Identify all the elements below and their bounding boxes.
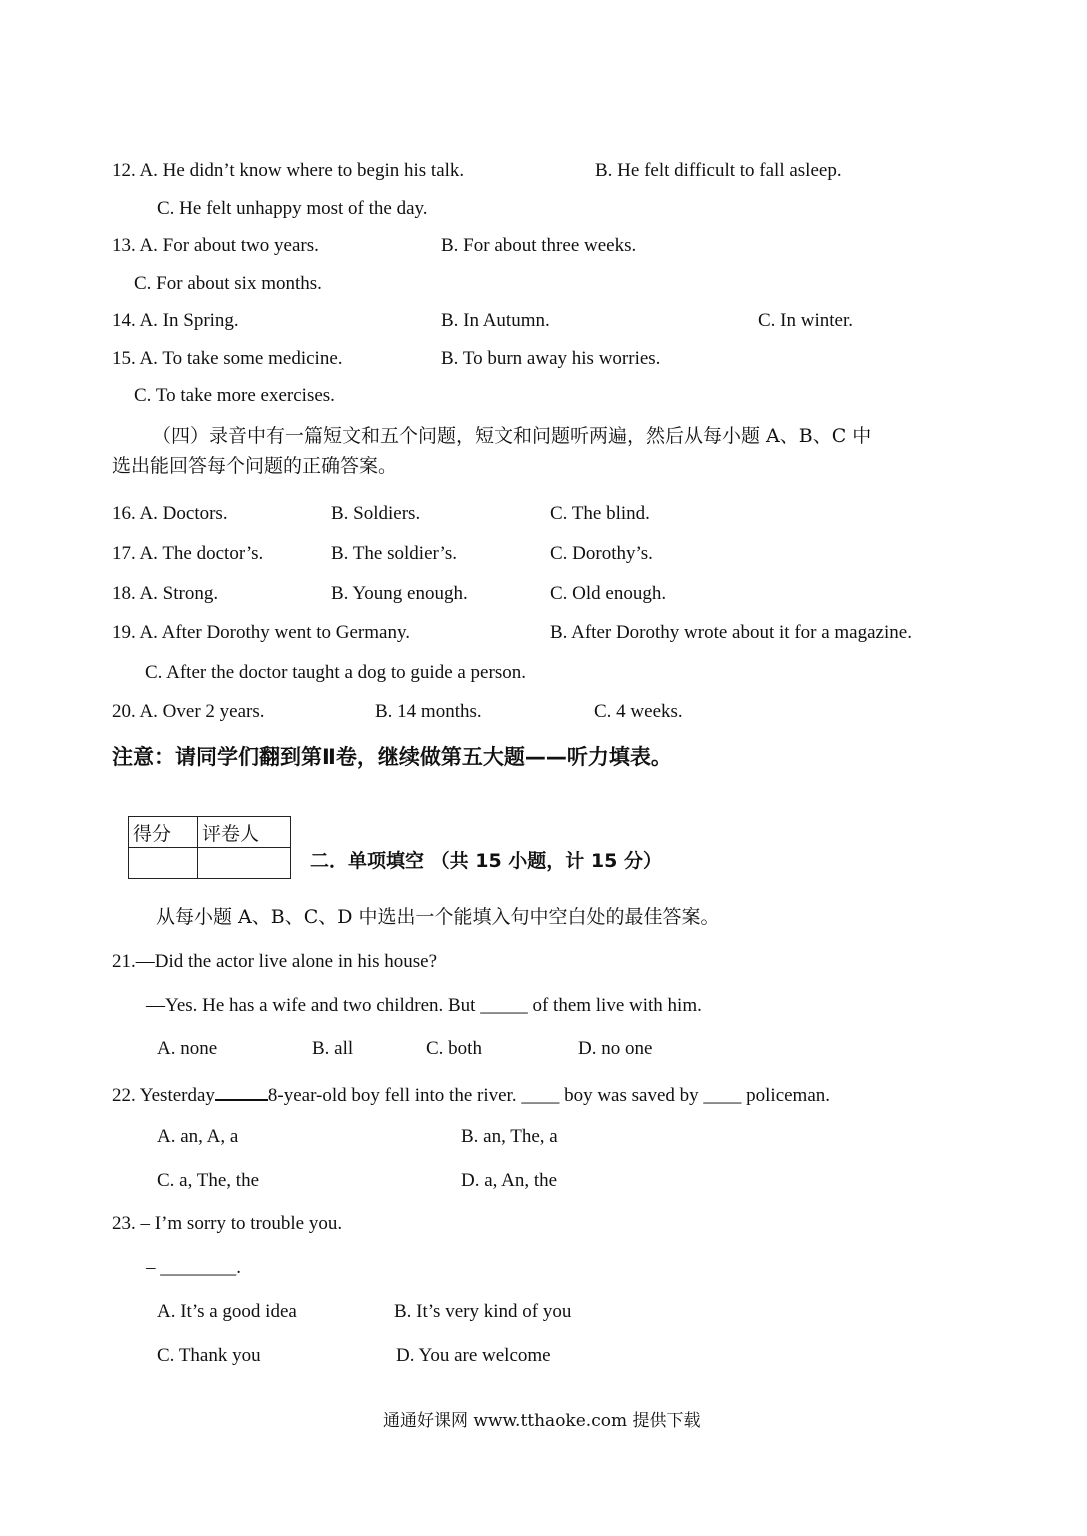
q13-option-b: B. For about three weeks.: [441, 235, 637, 256]
q22-rest: 8-year-old boy fell into the river. ____ boy was saved by ____ policeman.: [267, 1085, 831, 1106]
section2-instruction: 从每小题 A、B、C、D 中选出一个能填入句中空白处的最佳答案。: [156, 906, 720, 928]
part4-instruction-line2: 选出能回答每个问题的正确答案。: [112, 455, 398, 477]
q16-option-a: 16. A. Doctors.: [112, 503, 228, 524]
q22-option-a: A. an, A, a: [157, 1126, 239, 1147]
q14-option-c: C. In winter.: [758, 310, 853, 331]
q16-option-c: C. The blind.: [550, 503, 650, 524]
q22-stem: [112, 1081, 830, 1108]
q17-option-a: 17. A. The doctor’s.: [112, 543, 264, 564]
q23-option-b: B. It’s very kind of you: [394, 1301, 572, 1322]
grader-header: 评卷人: [198, 817, 291, 848]
q20-option-b: B. 14 months.: [375, 701, 482, 722]
q18-option-b: B. Young enough.: [331, 583, 468, 604]
q16-option-b: B. Soldiers.: [331, 503, 421, 524]
q14-option-a: 14. A. In Spring.: [112, 310, 239, 331]
section2-title: 二．单项填空 （共 15 小题，计 15 分）: [310, 850, 662, 872]
q21-option-a: A. none: [157, 1038, 218, 1059]
q13-option-a: 13. A. For about two years.: [112, 235, 319, 256]
q21-option-d: D. no one: [578, 1038, 653, 1059]
q14-option-b: B. In Autumn.: [441, 310, 550, 331]
q19-option-c: C. After the doctor taught a dog to guide a person.: [145, 662, 526, 683]
grader-cell: [198, 848, 291, 879]
q23-option-a: A. It’s a good idea: [157, 1301, 297, 1322]
q19-option-a: 19. A. After Dorothy went to Germany.: [112, 622, 410, 643]
score-header: 得分: [129, 817, 198, 848]
score-table: [128, 816, 291, 879]
q15-option-a: 15. A. To take some medicine.: [112, 348, 343, 369]
q15-option-b: B. To burn away his worries.: [441, 348, 661, 369]
q18-option-a: 18. A. Strong.: [112, 583, 219, 604]
q21-option-b: B. all: [312, 1038, 354, 1059]
q12-option-a: 12. A. He didn’t know where to begin his talk.: [112, 160, 465, 181]
q20-option-a: 20. A. Over 2 years.: [112, 701, 265, 722]
q17-option-c: C. Dorothy’s.: [550, 543, 653, 564]
q13-option-c: C. For about six months.: [134, 273, 322, 294]
q22-option-c: C. a, The, the: [157, 1170, 260, 1191]
q22-blank: [215, 1081, 268, 1101]
q23-line1: 23. – I’m sorry to trouble you.: [112, 1213, 343, 1234]
q12-option-c: C. He felt unhappy most of the day.: [157, 198, 428, 219]
score-cell: [129, 848, 198, 879]
q20-option-c: C. 4 weeks.: [594, 701, 683, 722]
q22-option-d: D. a, An, the: [461, 1170, 558, 1191]
q21-line2: —Yes. He has a wife and two children. But _____ of them live with him.: [146, 995, 702, 1016]
q23-option-c: C. Thank you: [157, 1345, 261, 1366]
q21-option-c: C. both: [426, 1038, 482, 1059]
q21-line1: 21.—Did the actor live alone in his house?: [112, 951, 438, 972]
page-footer: 通通好课网 www.tthaoke.com 提供下载: [383, 1411, 701, 1431]
q22-prefix: 22. Yesterday: [112, 1085, 215, 1106]
q23-option-d: D. You are welcome: [396, 1345, 551, 1366]
part4-instruction-line1: （四）录音中有一篇短文和五个问题，短文和问题听两遍，然后从每小题 A、B、C 中: [152, 425, 872, 447]
q15-option-c: C. To take more exercises.: [134, 385, 335, 406]
q18-option-c: C. Old enough.: [550, 583, 667, 604]
q19-option-b: B. After Dorothy wrote about it for a magazine.: [550, 622, 912, 643]
q22-option-b: B. an, The, a: [461, 1126, 558, 1147]
notice-turn-page: 注意：请同学们翻到第Ⅱ卷，继续做第五大题——听力填表。: [112, 745, 672, 769]
q12-option-b: B. He felt difficult to fall asleep.: [595, 160, 842, 181]
q23-line2: – ________.: [146, 1257, 241, 1278]
q17-option-b: B. The soldier’s.: [331, 543, 457, 564]
